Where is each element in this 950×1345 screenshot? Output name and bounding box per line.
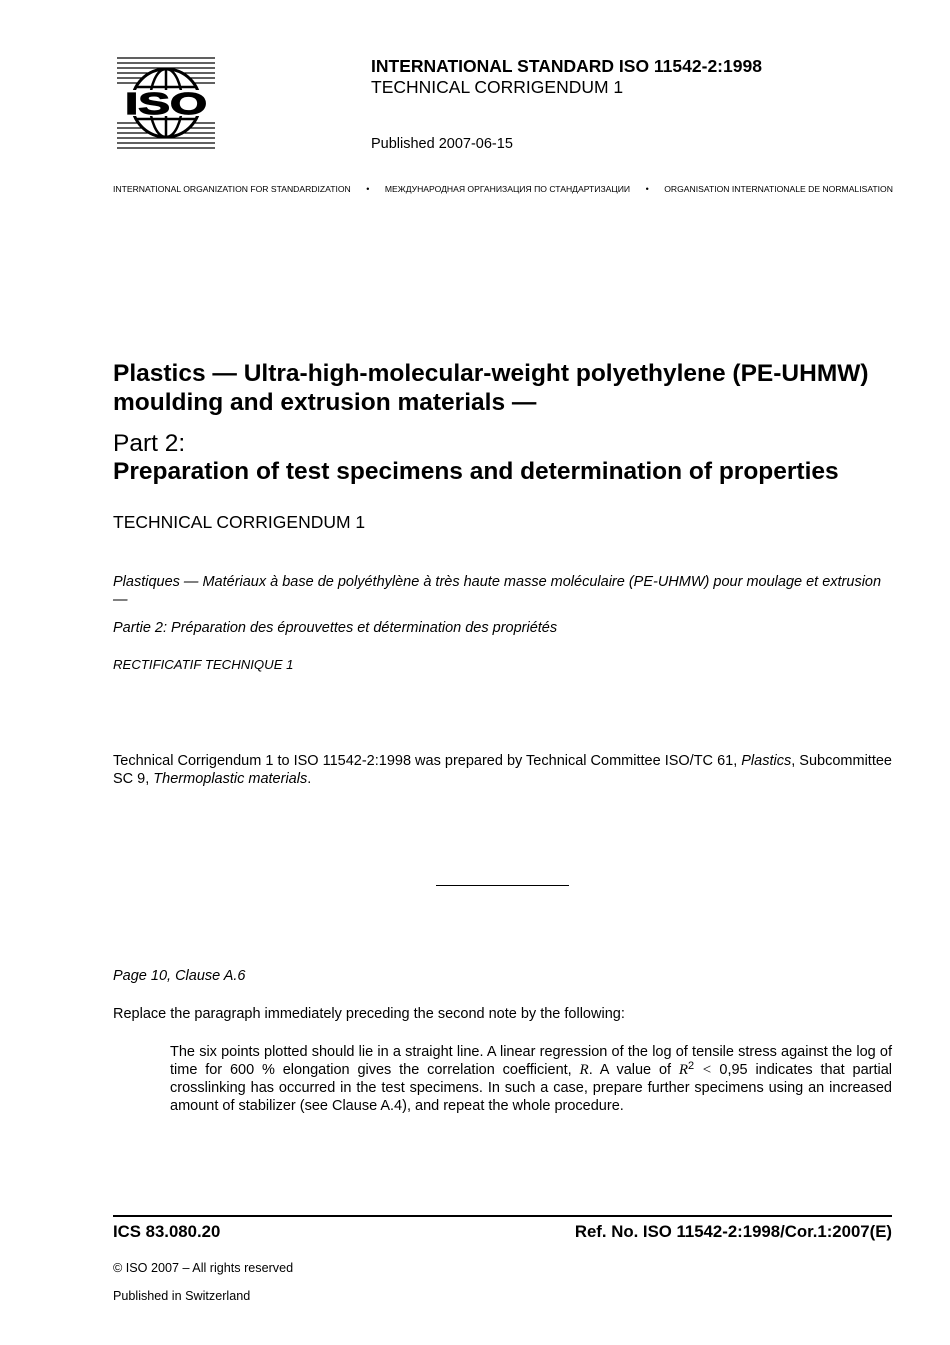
- part-title: Preparation of test specimens and determination of properties: [113, 458, 839, 485]
- exponent: 2: [688, 1060, 695, 1072]
- footer-rule: [113, 1215, 892, 1217]
- separator-line: [436, 885, 569, 886]
- org-name-fr: ORGANISATION INTERNATIONALE DE NORMALISATION: [664, 184, 893, 194]
- iso-logo: [117, 55, 215, 151]
- corrigendum-label: TECHNICAL CORRIGENDUM 1: [113, 512, 366, 532]
- replacement-paragraph: The six points plotted should lie in a straight line. A linear regression of the log of tensile stress against the log of time for 600 % elongation gives the correlation coefficient, R. A value of $R^2 < 0,95$ indicates that partial crosslinking has occurred in the test specimens. In such a case, prepare further specimens using an increased amount of stabilizer (see Clause A.4), and repeat the whole procedure.: [170, 1044, 892, 1114]
- bullet-separator: •: [366, 184, 370, 194]
- french-rectificatif: RECTIFICATIF TECHNIQUE 1: [113, 657, 294, 672]
- subcommittee-name: Thermoplastic materials: [153, 771, 308, 787]
- part-label: Part 2:: [113, 430, 186, 457]
- org-name-en: INTERNATIONAL ORGANIZATION FOR STANDARDIZATION: [113, 184, 351, 194]
- published-date: Published 2007-06-15: [371, 136, 513, 152]
- iso-logo-text: ISO: [125, 86, 207, 121]
- ics-code: ICS 83.080.20: [113, 1222, 221, 1241]
- french-part-title: Partie 2: Préparation des éprouvettes et détermination des propriétés: [113, 620, 558, 636]
- published-in: Published in Switzerland: [113, 1289, 251, 1303]
- page-clause-reference: Page 10, Clause A.6: [113, 968, 246, 984]
- document-title: Plastics — Ultra-high-molecular-weight polyethylene (PE-UHMW) moulding and extrusion materials —: [113, 360, 869, 416]
- standard-subtitle: TECHNICAL CORRIGENDUM 1: [371, 77, 624, 97]
- organization-line: [113, 183, 893, 195]
- preparation-statement: Technical Corrigendum 1 to ISO 11542-2:1998 was prepared by Technical Committee ISO/TC 61, Plastics, Subcommittee SC 9, Thermoplastic materials.: [113, 753, 892, 787]
- correlation-symbol: R: [579, 1062, 589, 1078]
- less-than-symbol: <: [694, 1062, 720, 1078]
- replace-instruction: Replace the paragraph immediately preceding the second note by the following:: [113, 1006, 625, 1022]
- copyright-notice: © ISO 2007 – All rights reserved: [113, 1261, 294, 1275]
- bullet-separator: •: [645, 184, 649, 194]
- french-title: Plastiques — Matériaux à base de polyéthylène à très haute masse moléculaire (PE-UHMW) pour moulage et extrusion —: [113, 574, 882, 608]
- org-name-ru: МЕЖДУНАРОДНАЯ ОРГАНИЗАЦИЯ ПО СТАНДАРТИЗАЦИИ: [384, 184, 631, 194]
- reference-number: Ref. No. ISO 11542-2:1998/Cor.1:2007(E): [574, 1222, 892, 1241]
- standard-title: INTERNATIONAL STANDARD ISO 11542-2:1998: [371, 56, 762, 76]
- committee-name: Plastics: [741, 753, 792, 769]
- r-squared-symbol: R: [678, 1062, 689, 1078]
